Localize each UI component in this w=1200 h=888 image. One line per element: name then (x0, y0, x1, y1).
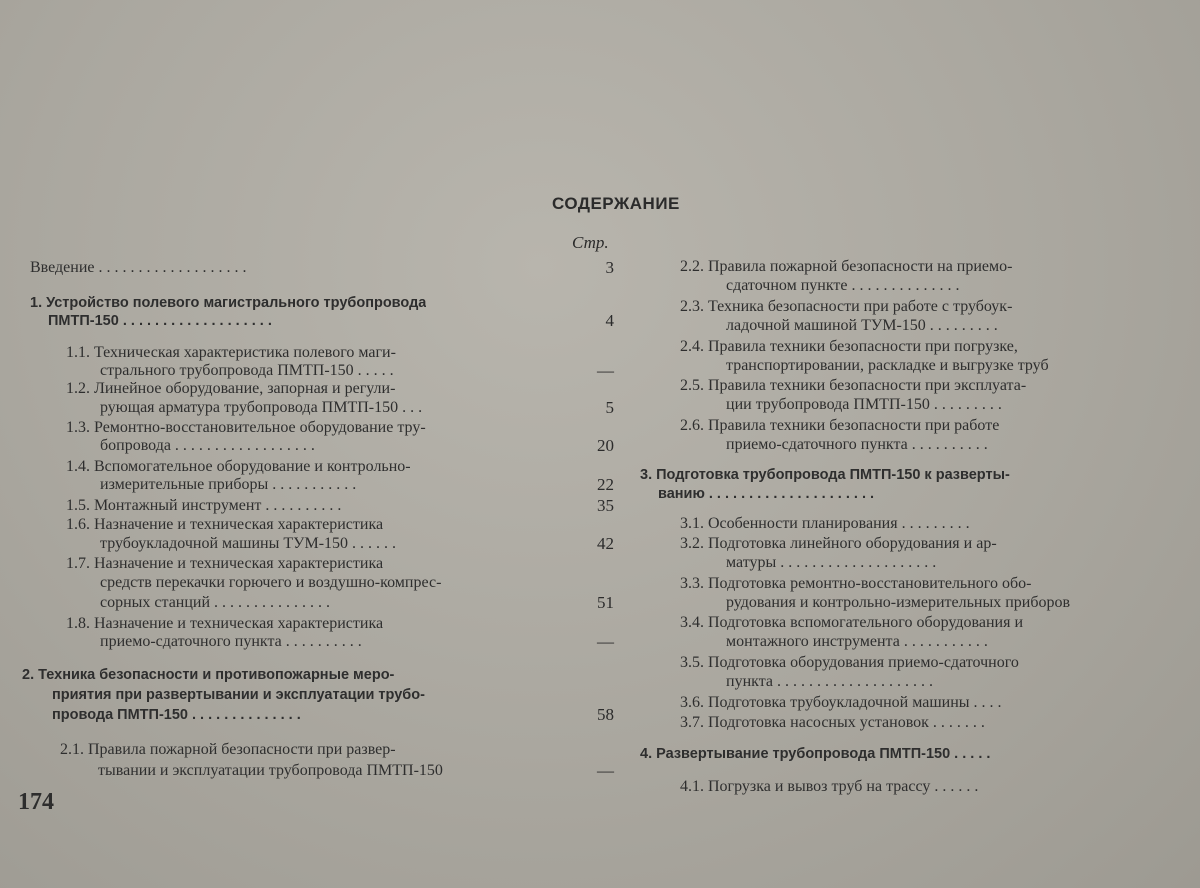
toc-entry-text: монтажного инструмента . . . . . . . . . . . (726, 633, 988, 650)
toc-entry-text: 3.1. Особенности планирования . . . . . . . . . (680, 515, 970, 532)
toc-entry-text: измерительные приборы . . . . . . . . . . . (100, 476, 357, 493)
toc-entry-text: приятия при развертывании и эксплуатации трубо- (52, 687, 425, 703)
toc-entry-text: 1.1. Техническая характеристика полевого маги- (66, 344, 396, 361)
toc-entry-text: сдаточном пункте . . . . . . . . . . . . . . (726, 277, 960, 294)
toc-entry-text: 1.4. Вспомогательное оборудование и контрольно- (66, 458, 411, 475)
toc-entry-text: рудования и контрольно-измерительных приборов (726, 594, 1071, 611)
toc-entry-text: приемо-сдаточного пункта . . . . . . . . . . (726, 436, 988, 453)
toc-entry-text: сорных станций . . . . . . . . . . . . . . . (100, 594, 331, 611)
toc-entry-text: средств перекачки горючего и воздушно-компрес- (100, 574, 442, 591)
toc-entry-text: трубоукладочной машины ТУМ-150 . . . . . . (100, 535, 397, 552)
toc-entry-text: пункта . . . . . . . . . . . . . . . . . . . . (726, 673, 933, 690)
toc-entry-text: 3.4. Подготовка вспомогательного оборудования и (680, 614, 1024, 631)
toc-entry-text: ладочной машиной ТУМ-150 . . . . . . . . . (726, 317, 998, 334)
toc-entry-page: — (597, 761, 614, 780)
toc-entry-text: ванию . . . . . . . . . . . . . . . . . . . . . (658, 486, 875, 502)
toc-entry-text: 3.7. Подготовка насосных установок . . . . . . . (680, 714, 985, 731)
toc-entry-text: 2.2. Правила пожарной безопасности на приемо- (680, 258, 1013, 275)
toc-entry-text: бопровода . . . . . . . . . . . . . . . . . . (100, 437, 315, 454)
toc-entry-text: 4.1. Погрузка и вывоз труб на трассу . . . . . . (680, 778, 979, 795)
toc-entry-text: 2. Техника безопасности и противопожарные меро- (22, 667, 395, 683)
toc-entry-page: — (597, 361, 614, 380)
toc-entry-page: 35 (597, 496, 614, 515)
toc-entry-page: 3 (605, 258, 614, 277)
toc-entry-text: стрального трубопровода ПМТП-150 . . . . . (100, 362, 394, 379)
toc-entry-text: 3.2. Подготовка линейного оборудования и ар- (680, 535, 997, 552)
toc-entry-page: 58 (597, 705, 614, 724)
toc-entry-page: 5 (605, 398, 614, 417)
toc-entry-text: 3.3. Подготовка ремонтно-восстановительного обо- (680, 575, 1032, 592)
toc-entry-text: Введение . . . . . . . . . . . . . . . . . . . (30, 259, 247, 276)
toc-entry-text: 3. Подготовка трубопровода ПМТП-150 к разверты- (640, 467, 1010, 483)
page-column-label: Стр. (572, 233, 609, 252)
toc-entry-text: 2.5. Правила техники безопасности при эксплуата- (680, 377, 1027, 394)
toc-entry-text: провода ПМТП-150 . . . . . . . . . . . . . . (52, 707, 301, 723)
toc-entry-text: приемо-сдаточного пункта . . . . . . . . . . (100, 633, 362, 650)
toc-entry-text: 1.5. Монтажный инструмент . . . . . . . . . . (66, 497, 342, 514)
toc-entry-text: 2.4. Правила техники безопасности при погрузке, (680, 338, 1018, 355)
toc-entry-text: 1.2. Линейное оборудование, запорная и регули- (66, 380, 396, 397)
toc-entry-text: ции трубопровода ПМТП-150 . . . . . . . . . (726, 396, 1002, 413)
page-title: СОДЕРЖАНИЕ (552, 194, 680, 213)
toc-entry-text: тывании и эксплуатации трубопровода ПМТП-150 (98, 762, 443, 779)
toc-entry-page: 51 (597, 593, 614, 612)
toc-entry-text: 2.3. Техника безопасности при работе с трубоук- (680, 298, 1013, 315)
toc-entry-text: 1.7. Назначение и техническая характеристика (66, 555, 384, 572)
toc-entry-text: матуры . . . . . . . . . . . . . . . . . . . . (726, 554, 937, 571)
toc-entry-text: ПМТП-150 . . . . . . . . . . . . . . . . . . . (48, 313, 272, 329)
toc-entry-text: 3.6. Подготовка трубоукладочной машины . . . . (680, 694, 1002, 711)
toc-entry-text: 1. Устройство полевого магистрального трубопровода (30, 295, 427, 311)
toc-entry-text: 2.1. Правила пожарной безопасности при развер- (60, 741, 396, 758)
toc-entry-text: рующая арматура трубопровода ПМТП-150 . . . (100, 399, 423, 416)
toc-entry-page: 42 (597, 534, 614, 553)
toc-entry-page: 4 (605, 311, 614, 330)
toc-entry-text: транспортировании, раскладке и выгрузке труб (726, 357, 1049, 374)
toc-entry-text: 1.8. Назначение и техническая характеристика (66, 615, 384, 632)
toc-entry-page: 20 (597, 436, 614, 455)
toc-entry-text: 2.6. Правила техники безопасности при работе (680, 417, 1000, 434)
toc-entry-text: 4. Развертывание трубопровода ПМТП-150 . . . . . (640, 746, 991, 762)
toc-entry-page: 22 (597, 475, 614, 494)
toc-entry-text: 1.6. Назначение и техническая характеристика (66, 516, 384, 533)
page-number: 174 (18, 789, 54, 815)
toc-entry-page: — (597, 632, 614, 651)
toc-entry-text: 1.3. Ремонтно-восстановительное оборудование тру- (66, 419, 426, 436)
toc-entry-text: 3.5. Подготовка оборудования приемо-сдаточного (680, 654, 1019, 671)
